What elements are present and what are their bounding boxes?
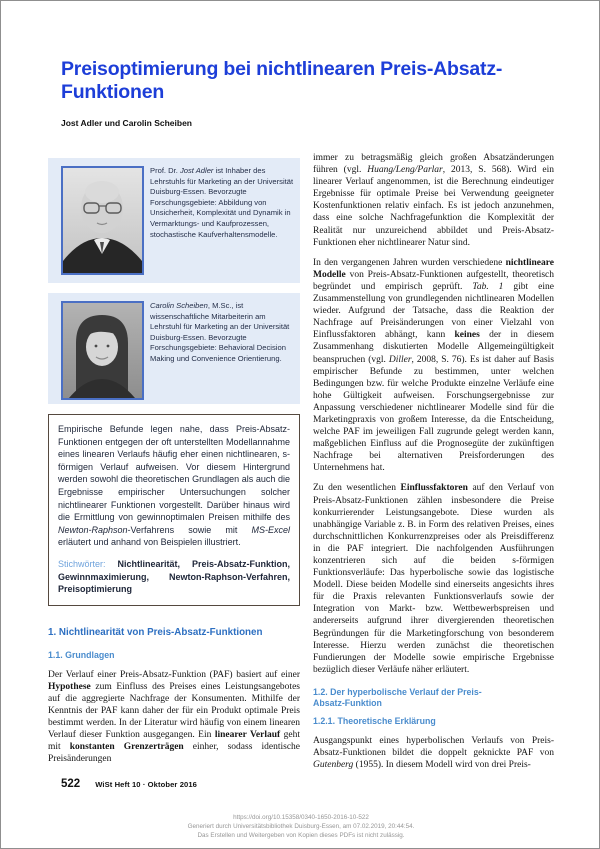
left-column <box>48 158 300 765</box>
keywords-list: Nichtlinearität, Preis-Absatz-Funktion, Gewinnmaximierung, Newton-Raphson-Verfahren, Preisoptimierung <box>58 558 290 595</box>
author-bio-jost-adler <box>48 158 300 283</box>
portrait-woman-icon <box>63 303 142 398</box>
page-number: 522 <box>61 778 81 790</box>
author-photo-jost-adler <box>61 166 144 275</box>
keywords-label: Stichwörter: <box>58 558 106 569</box>
section-heading-1: 1. Nichtlinearität von Preis-Absatz-Funktionen <box>48 626 263 638</box>
abstract-text: Empirische Befunde legen nahe, dass Preis-Absatz-Funktionen entgegen der oft unterstellten Modellannahme eines linearen Verlaufs häufig eher einen nichtlinearen, s-förmigen Verlauf aufweisen. Vor diesem Hintergrund werden sowohl die theoretischen Grundlagen als auch die Ergebnisse empirischer Untersuchungen solcher nichtlinearer Funktionen vorgestellt. Darüber hinaus wird die Ermittlung von gewinnoptimalen Preisen mithilfe des Newton-Raphson-Verfahrens sowie mit MS-Excel erläutert und anhand von Beispielen illustriert. <box>58 424 290 548</box>
body-paragraph: Zu den wesentlichen Einflussfaktoren auf den Verlauf von Preis-Absatz-Funktionen zählen insbesondere die Preise konkurrierender Leistungsangebote. Diese wurden als unabhängige Variable z. B. in Form des relativen Preises, eines durchschnittlichen Konkurrenzpreises oder als Preisdifferenz in die PAF integriert. Die nachfolgenden Ausführungen konzentrieren sich auf die beiden s-förmigen Funktionsverläufe: Das hyperbolische sowie das logistische Modell. Diese beiden Modelle sind einerseits angesichts ihres für die Praxis relevanten Funktionsverlaufs sowie der Integration von Markt- bzw. Wettbewerbspreisen und andererseits aufgrund ihrer divergierenden theoretischen Begründungen für die Marketingforschung von besonderem Interesse. Hierzu werden zunächst die theoretischen Fundierungen der Modelle sowie empirische Ergebnisse bezüglich dieser Verläufe näher erläutert. <box>313 483 554 675</box>
right-column <box>313 152 554 771</box>
body-paragraph: Ausgangspunkt eines hyperbolischen Verlaufs von Preis-Absatz-Funktionen bildet die doppelt geknickte PAF von Gutenberg (1955). In diesem Modell wird von drei Preis- <box>313 735 554 771</box>
doi-link[interactable]: https://doi.org/10.15358/0340-1650-2016-10-522 <box>233 814 369 821</box>
abstract-box <box>48 414 300 606</box>
page-footer <box>61 778 197 790</box>
author-bio-text: Prof. Dr. Jost Adler ist Inhaber des Lehrstuhls für Marketing an der Universität Duisburg-Essen. Bevorzugte Forschungsgebiete: Abbildung von Unsicherheit, Komplexität und Dynamik in Vermarktungs- und Kaufprozessen, stochastische Kaufverhaltensmodelle. <box>150 166 294 239</box>
author-photo-carolin-scheiben <box>61 301 144 400</box>
keywords <box>58 558 290 596</box>
subsection-heading-1-2: 1.2. Der hyperbolische Verlauf der Preis-Absatz-Funktion <box>313 686 482 708</box>
journal-issue-label: WiSt Heft 10 · Oktober 2016 <box>95 780 197 789</box>
author-bio-text: Carolin Scheiben, M.Sc., ist wissenschaftliche Mitarbeiterin am Lehrstuhl für Marketing an der Universität Duisburg-Essen. Bevorzugte Forschungsgebiete: Behavioral Decision Making und Convenience Orientierung. <box>150 301 290 363</box>
body-paragraph: In den vergangenen Jahren wurden verschiedene nichtlineare Modelle von Preis-Absatz-Funktionen aufgestellt, theoretisch begründet und empirisch geprüft. Tab. 1 gibt eine Zusammenstellung von grundlegenden nichtlinearen Modellen wieder. Aufgrund der Tatsache, dass die Reaktion der Nachfrage auf Preisänderungen von einer Vielzahl von Einflussfaktoren abhängt, kann keines der in diesem Zusammenhang diskutierten Modelle Allgemeingültigkeit beanspruchen (vgl. Diller, 2008, S. 76). Es ist daher auf Basis empirischer Befunde zu bestimmen, unter welchen Bedingungen bzw. für welche Produkte einzelne Verläufe eine hohe Gültigkeit aufweisen. Forschungsergebnisse zur Anpassung verschiedener nichtlinearer Modelle sind für die Marketingpraxis von großem Interesse, da die Entscheidung, welche PAF im jeweiligen Fall zugrunde gelegt werden kann, maßgeblichen Einfluss auf die Prognosegüte der zukünftigen Nachfrage bei alternativen Preisforderungen des Unternehmens hat. <box>313 257 554 474</box>
subsection-heading-1-2-1: 1.2.1. Theoretische Erklärung <box>313 715 436 726</box>
body-paragraph: immer zu betragsmäßig gleich großen Absatzänderungen führen (vgl. Huang/Leng/Parlar, 2013, S. 568). Wird ein linearer Verlauf angenommen, ist die Berechnung eindeutiger Ergebnisse für optimale Preise bei Verwendung geeigneter Kostenfunktionen relativ einfach. Es ist jedoch anzunehmen, dass eine solche Nachfragefunktion die Komplexität der Realität nur unzureichend abbildet und Preis-Absatz-Funktionen eher nichtlinearer Natur sind. <box>313 153 554 248</box>
article-authors: Jost Adler und Carolin Scheiben <box>61 118 192 128</box>
subsection-heading-1-1: 1.1. Grundlagen <box>48 649 115 660</box>
portrait-man-icon <box>63 168 142 273</box>
article-title: Preisoptimierung bei nichtlinearen Preis-Absatz-Funktionen <box>61 58 503 103</box>
body-paragraph: Der Verlauf einer Preis-Absatz-Funktion (PAF) basiert auf einer Hypothese zum Einfluss des Preises eines Leistungsangebotes auf die aggregierte Nachfrage der Konsumenten. Mithilfe der Kenntnis der PAF kann daher der für ein Produkt optimale Preis bestimmt werden. In der Literatur wird häufig von einem linearen Verlauf dieser Funktion ausgegangen. Ein linearer Verlauf geht mit konstanten Grenzerträgen einher, sodass identische Preisänderungen <box>48 669 301 765</box>
download-watermark <box>1 813 600 840</box>
author-bio-carolin-scheiben <box>48 293 300 404</box>
watermark-notice-line: Das Erstellen und Weitergeben von Kopien dieses PDFs ist nicht zulässig. <box>197 832 405 839</box>
watermark-generated-line: Generiert durch Universitätsbibliothek Duisburg-Essen, am 07.02.2019, 20:44:54. <box>187 823 415 830</box>
